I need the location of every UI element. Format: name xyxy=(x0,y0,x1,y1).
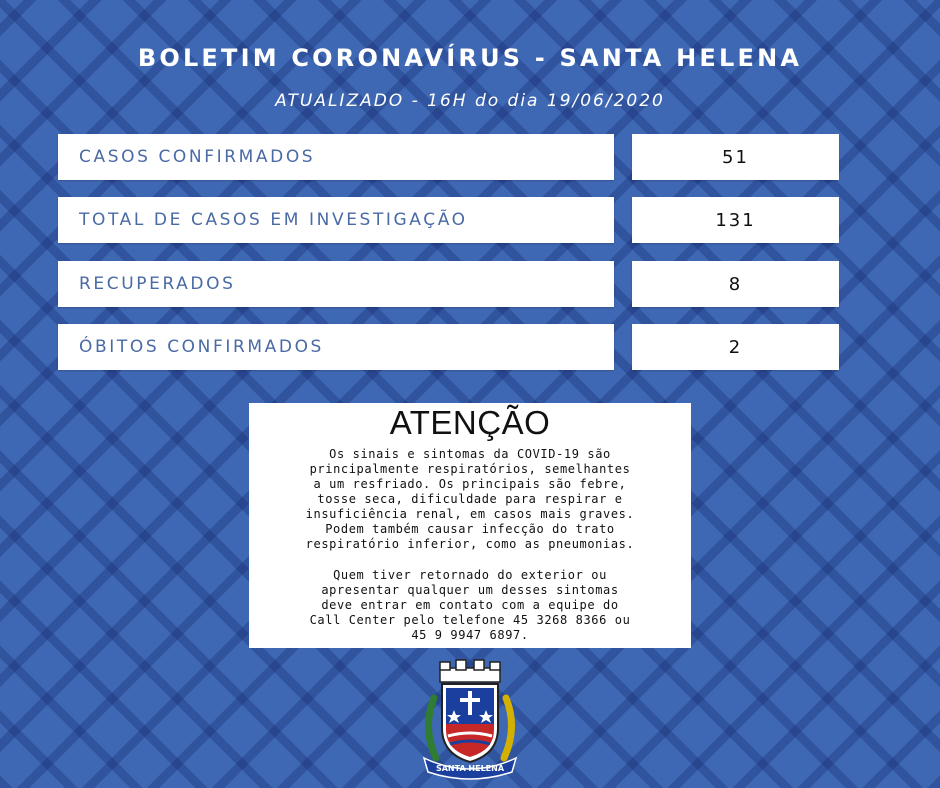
stat-value: 8 xyxy=(632,261,839,307)
attention-title: ATENÇÃO xyxy=(389,404,551,441)
stat-value: 51 xyxy=(632,134,839,180)
stat-label: RECUPERADOS xyxy=(58,261,614,307)
stat-row-recovered xyxy=(0,261,940,307)
stat-label: ÓBITOS CONFIRMADOS xyxy=(58,324,614,370)
attention-paragraph-contact: Quem tiver retornado do exterior ou apresentar qualquer um desses sintomas deve entrar em contato com a equipe do Call Center pelo telefone 45 3268 8366 ou 45 9 9947 6897. xyxy=(309,568,631,642)
update-subtitle: ATUALIZADO - 16H do dia 19/06/2020 xyxy=(275,91,665,111)
stat-row-investigation xyxy=(0,197,940,243)
stat-label: TOTAL DE CASOS EM INVESTIGAÇÃO xyxy=(58,197,614,243)
attention-paragraph-symptoms: Os sinais e sintomas da COVID-19 são principalmente respiratórios, semelhantes a um resfriado. Os principais são febre, tosse seca, dificuldade para respirar e insuficiência renal, em casos mais graves. Podem também causar infecção do trato respiratório inferior, como as pneumonias. xyxy=(305,447,635,551)
page-title: BOLETIM CORONAVÍRUS - SANTA HELENA xyxy=(137,44,803,72)
coat-of-arms-icon xyxy=(414,658,526,780)
stat-row-confirmed xyxy=(0,134,940,180)
stat-value: 2 xyxy=(632,324,839,370)
logo-banner-text: SANTA HELENA xyxy=(435,764,505,773)
stat-row-deaths xyxy=(0,324,940,370)
stat-label: CASOS CONFIRMADOS xyxy=(58,134,614,180)
stat-value: 131 xyxy=(632,197,839,243)
attention-panel xyxy=(249,403,691,648)
